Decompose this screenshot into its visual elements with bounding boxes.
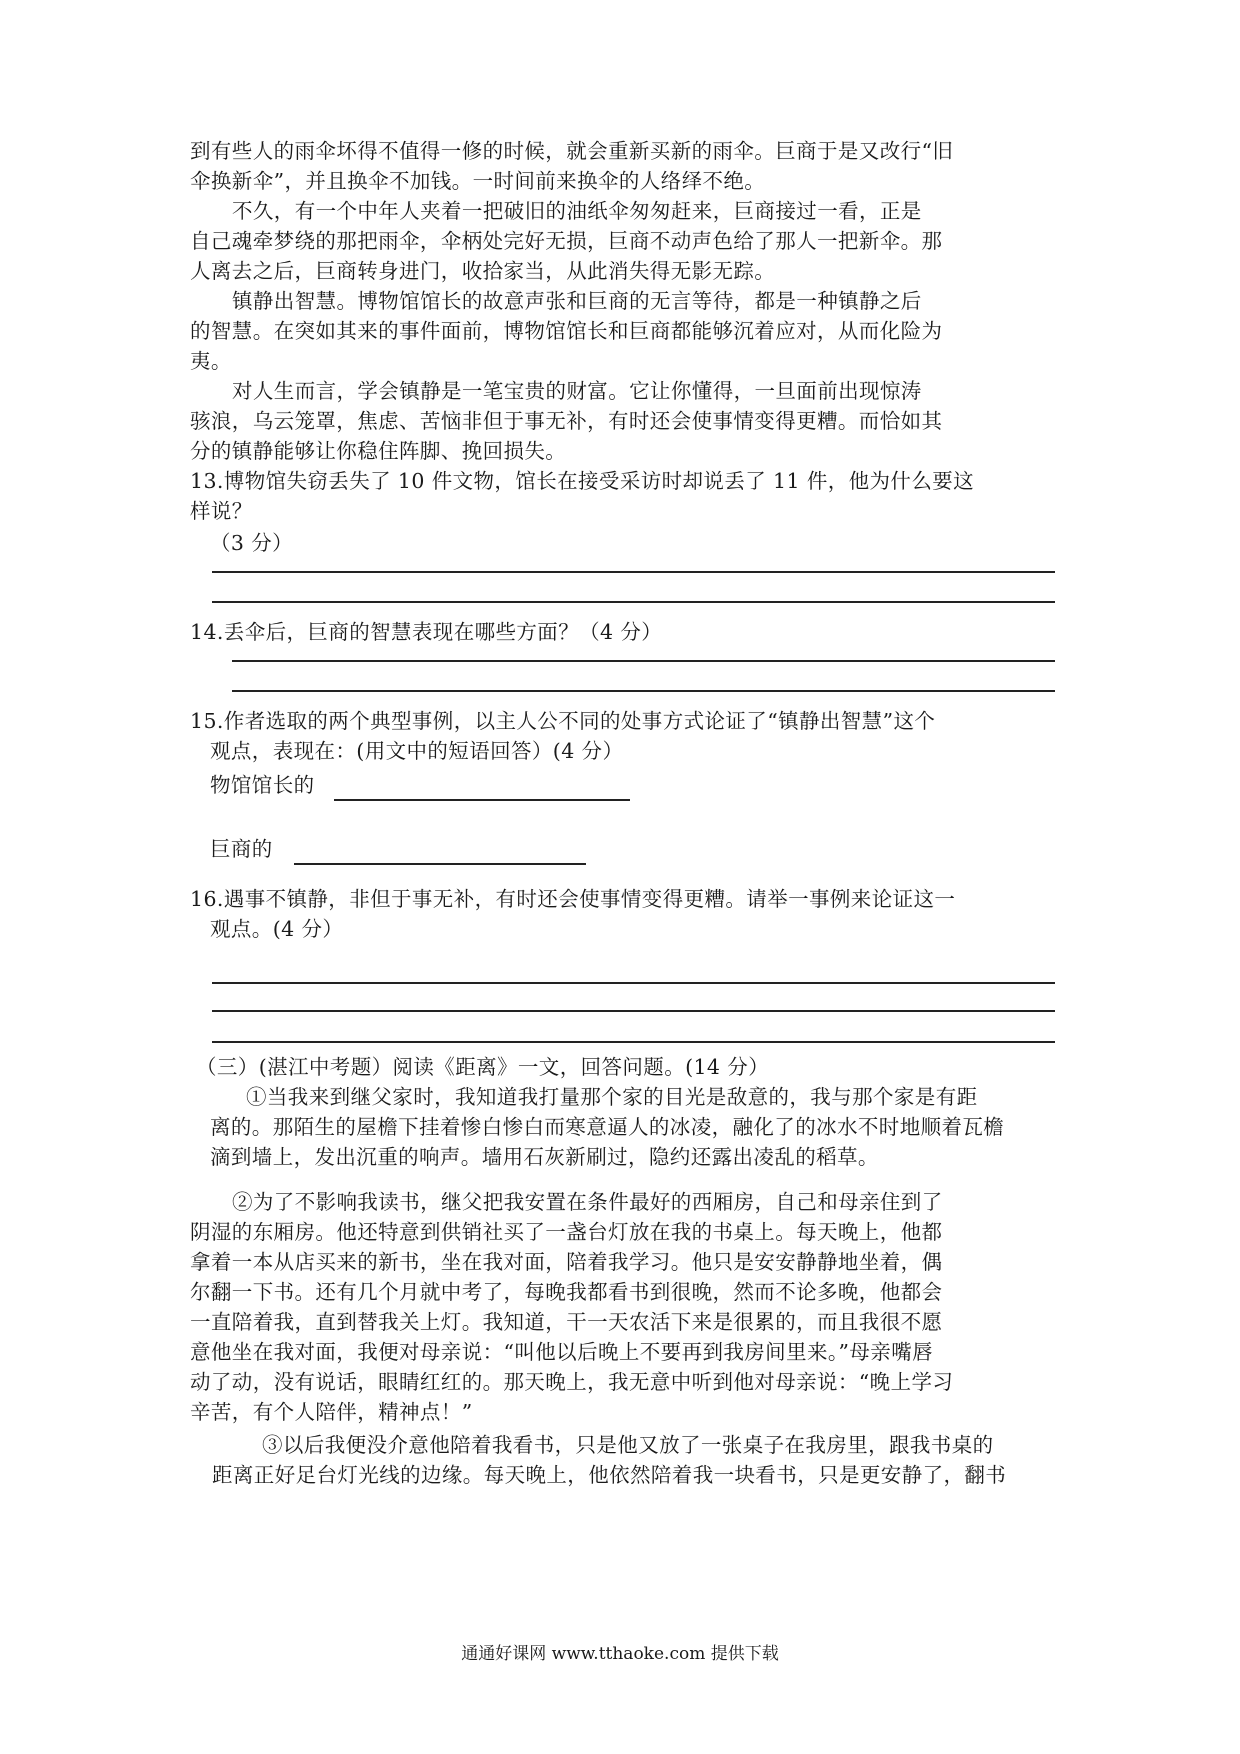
answer-line-q14[interactable] xyxy=(232,660,1055,662)
question-13: 13.博物馆失窃丢失了 10 件文物，馆长在接受采访时却说丢了 11 件，他为什么要这 xyxy=(190,469,975,493)
answer-blank-curator[interactable] xyxy=(334,799,630,801)
passage-line: 伞换新伞”，并且换伞不加钱。一时间前来换伞的人络绎不绝。 xyxy=(190,169,766,193)
paragraph-2-line: 动了动，没有说话，眼睛红红的。那天晚上，我无意中听到他对母亲说：“晚上学习 xyxy=(190,1370,954,1394)
paragraph-2-line: ②为了不影响我读书，继父把我安置在条件最好的西厢房，自己和母亲住到了 xyxy=(232,1190,943,1214)
paragraph-2-line: 阴湿的东厢房。他还特意到供销社买了一盏台灯放在我的书桌上。每天晚上，他都 xyxy=(190,1220,943,1244)
question-15: 15.作者选取的两个典型事例，以主人公不同的处事方式论证了“镇静出智慧”这个 xyxy=(190,709,936,733)
answer-line-q13[interactable] xyxy=(212,601,1055,603)
answer-line-q14[interactable] xyxy=(232,690,1055,692)
answer-line-q16[interactable] xyxy=(212,1041,1055,1043)
question-14: 14.丢伞后，巨商的智慧表现在哪些方面？（4 分） xyxy=(190,620,663,644)
question-16: 16.遇事不镇静，非但于事无补，有时还会使事情变得更糟。请举一事例来论证这一 xyxy=(190,887,956,911)
q15-blank-label-merchant: 巨商的 xyxy=(210,837,273,861)
passage-line: 镇静出智慧。博物馆馆长的故意声张和巨商的无言等待，都是一种镇静之后 xyxy=(232,289,922,313)
answer-line-q13[interactable] xyxy=(212,571,1055,573)
passage-line: 对人生而言，学会镇静是一笔宝贵的财富。它让你懂得，一旦面前出现惊涛 xyxy=(232,379,922,403)
passage-line: 骇浪，乌云笼罩，焦虑、苦恼非但于事无补，有时还会使事情变得更糟。而恰如其 xyxy=(190,409,943,433)
section-header: （三）(湛江中考题）阅读《距离》一文，回答问题。(14 分） xyxy=(196,1055,770,1079)
answer-blank-merchant[interactable] xyxy=(294,863,586,865)
paragraph-3-line: ③以后我便没介意他陪着我看书，只是他又放了一张桌子在我房里，跟我书桌的 xyxy=(262,1433,994,1457)
passage-line: 夷。 xyxy=(190,349,232,373)
paragraph-2-line: 一直陪着我，直到替我关上灯。我知道，干一天农活下来是很累的，而且我很不愿 xyxy=(190,1310,943,1334)
passage-line: 不久，有一个中年人夹着一把破旧的油纸伞匆匆赶来，巨商接过一看，正是 xyxy=(232,199,922,223)
answer-line-q16[interactable] xyxy=(212,982,1055,984)
paragraph-2-line: 意他坐在我对面，我便对母亲说：“叫他以后晚上不要再到我房间里来。”母亲嘴唇 xyxy=(190,1340,934,1364)
paragraph-1-line: 滴到墙上，发出沉重的响声。墙用石灰新刷过，隐约还露出凌乱的稻草。 xyxy=(210,1145,879,1169)
question-15-cont: 观点，表现在：(用文中的短语回答）(4 分） xyxy=(210,739,624,763)
page-footer: 通通好课网 www.tthaoke.com 提供下载 xyxy=(461,1644,779,1664)
question-16-cont: 观点。(4 分） xyxy=(210,917,344,941)
paragraph-3-line: 距离正好足台灯光线的边缘。每天晚上，他依然陪着我一块看书，只是更安静了，翻书 xyxy=(212,1463,1007,1487)
paragraph-2-line: 拿着一本从店买来的新书，坐在我对面，陪着我学习。他只是安安静静地坐着，偶 xyxy=(190,1250,943,1274)
answer-line-q16[interactable] xyxy=(212,1010,1055,1012)
passage-line: 分的镇静能够让你稳住阵脚、挽回损失。 xyxy=(190,439,567,463)
paragraph-1-line: ①当我来到继父家时，我知道我打量那个家的目光是敌意的，我与那个家是有距 xyxy=(246,1085,978,1109)
q15-blank-label-curator: 物馆馆长的 xyxy=(210,773,315,797)
question-13-cont: 样说？ xyxy=(190,499,253,523)
passage-line: 到有些人的雨伞坏得不值得一修的时候，就会重新买新的雨伞。巨商于是又改行“旧 xyxy=(190,139,954,163)
paragraph-2-line: 尔翻一下书。还有几个月就中考了，每晚我都看书到很晚，然而不论多晚，他都会 xyxy=(190,1280,943,1304)
question-13-score: （3 分） xyxy=(210,531,294,555)
paragraph-1-line: 离的。那陌生的屋檐下挂着惨白惨白而寒意逼人的冰凌，融化了的冰水不时地顺着瓦檐 xyxy=(210,1115,1005,1139)
paragraph-2-line: 辛苦，有个人陪伴，精神点！” xyxy=(190,1400,473,1424)
passage-line: 自己魂牵梦绕的那把雨伞，伞柄处完好无损，巨商不动声色给了那人一把新伞。那 xyxy=(190,229,943,253)
passage-line: 人离去之后，巨商转身进门，收拾家当，从此消失得无影无踪。 xyxy=(190,259,776,283)
passage-line: 的智慧。在突如其来的事件面前，博物馆馆长和巨商都能够沉着应对，从而化险为 xyxy=(190,319,943,343)
